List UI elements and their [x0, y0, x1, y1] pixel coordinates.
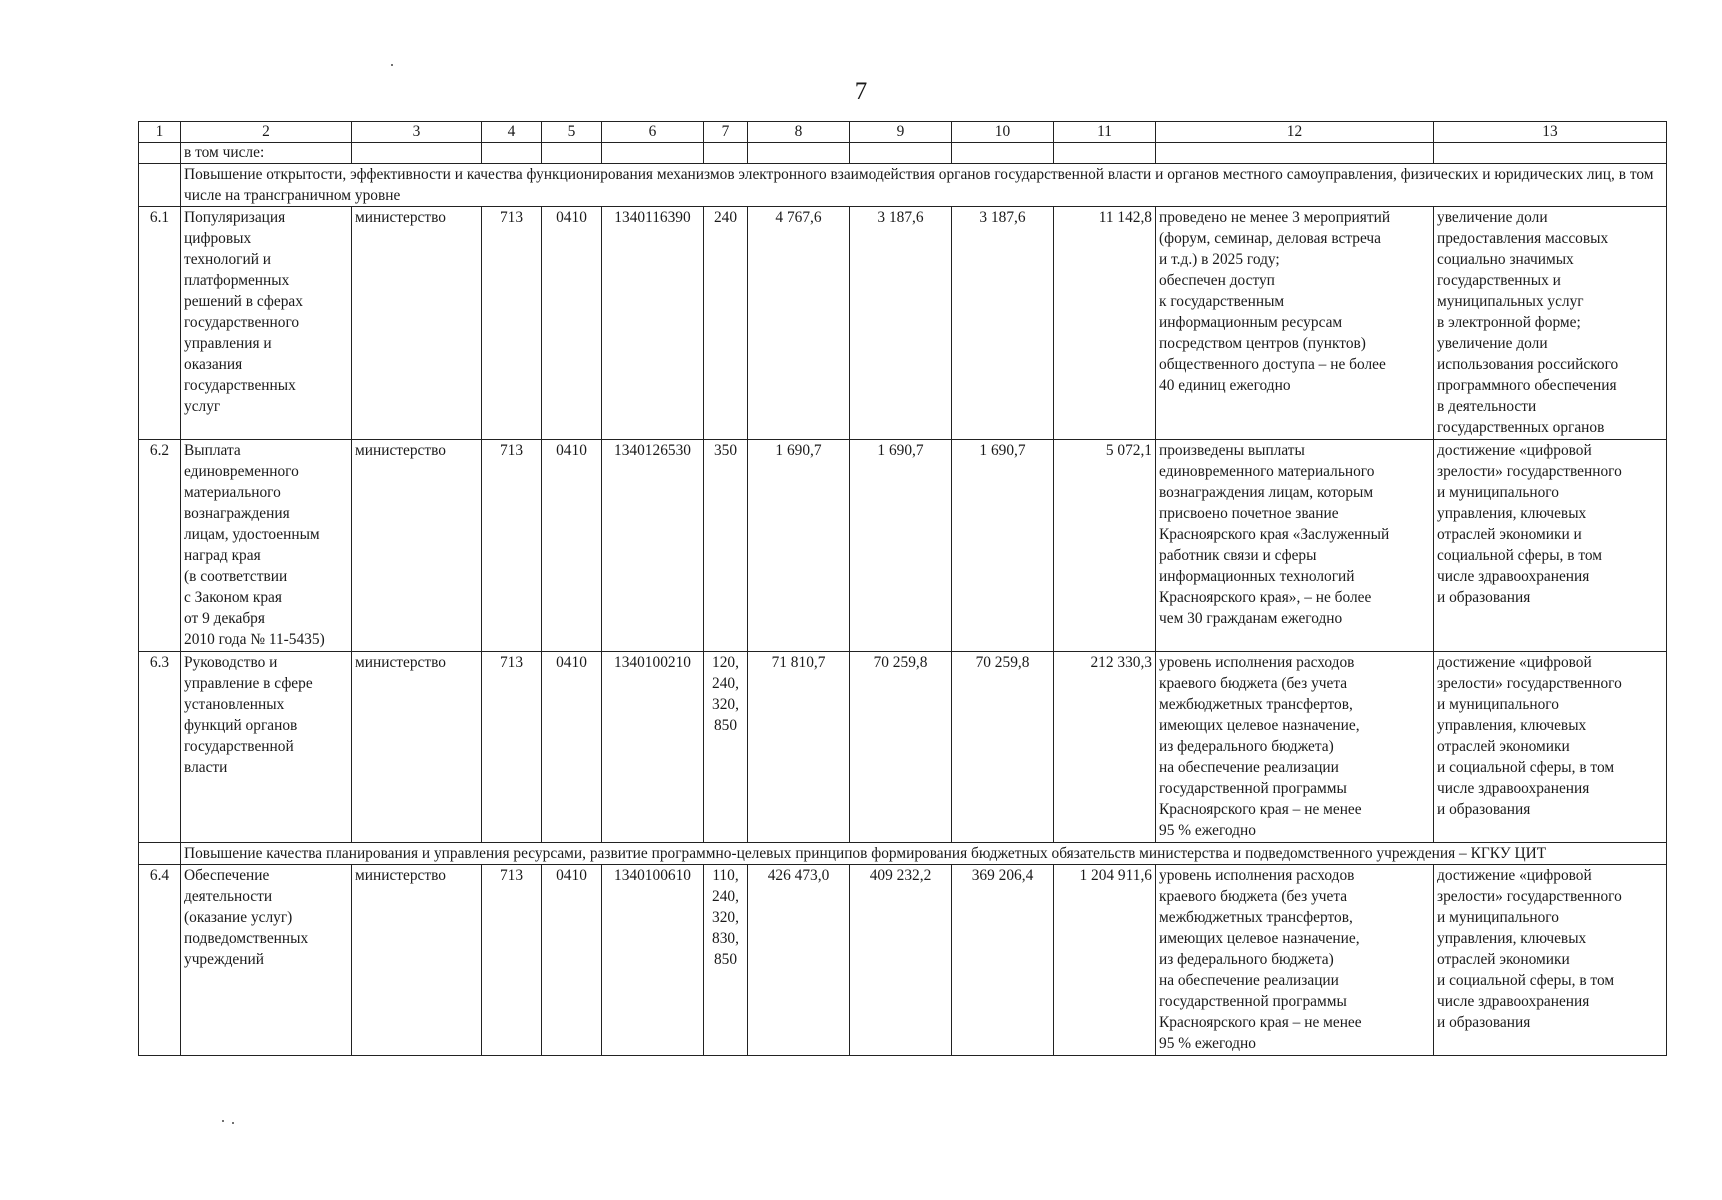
empty-cell	[542, 143, 602, 164]
amount-year3: 3 187,6	[952, 207, 1054, 440]
budget-table	[138, 121, 1667, 1056]
amount-year2: 3 187,6	[850, 207, 952, 440]
measure-name: Популяризация цифровых технологий и платформенных решений в сферах государственного управления и оказания государственных услуг	[181, 207, 352, 440]
header-cell: 8	[748, 122, 850, 143]
amount-year3: 369 206,4	[952, 865, 1054, 1056]
expected-result: уровень исполнения расходов краевого бюджета (без учета межбюджетных трансфертов, имеющих целевое назначение, из федерального бюджета) на обеспечение реализации государственной программы Красноярского края – не менее 95 % ежегодно	[1156, 865, 1434, 1056]
header-cell: 13	[1434, 122, 1667, 143]
header-cell: 5	[542, 122, 602, 143]
amount-total: 11 142,8	[1054, 207, 1156, 440]
csr-code: 1340116390	[602, 207, 704, 440]
amount-year2: 70 259,8	[850, 652, 952, 843]
grbs-code: 713	[482, 440, 542, 652]
amount-year1: 1 690,7	[748, 440, 850, 652]
header-cell: 1	[139, 122, 181, 143]
empty-cell	[704, 143, 748, 164]
csr-code: 1340126530	[602, 440, 704, 652]
executor: министерство	[352, 440, 482, 652]
header-cell: 6	[602, 122, 704, 143]
amount-year3: 1 690,7	[952, 440, 1054, 652]
section-title: Повышение качества планирования и управления ресурсами, развитие программно-целевых принципов формирования бюджетных обязательств министерства и подведомственного учреждения – КГКУ ЦИТ	[181, 843, 1667, 865]
scan-speck	[222, 1120, 224, 1122]
measure-name: Руководство и управление в сфере установленных функций органов государственной власти	[181, 652, 352, 843]
page-number: 7	[854, 78, 868, 105]
goal-indicator: достижение «цифровой зрелости» государственного и муниципального управления, ключевых отраслей экономики и социальной сферы, в том числе здравоохранения и образования	[1434, 440, 1667, 652]
empty-cell	[952, 143, 1054, 164]
empty-cell	[1054, 143, 1156, 164]
executor: министерство	[352, 652, 482, 843]
goal-indicator: достижение «цифровой зрелости» государственного и муниципального управления, ключевых отраслей экономики и социальной сферы, в том числе здравоохранения и образования	[1434, 652, 1667, 843]
expected-result: проведено не менее 3 мероприятий (форум, семинар, деловая встреча и т.д.) в 2025 году; обеспечен доступ к государственным информационным ресурсам посредством центров (пунктов) общественного доступа – не более 40 единиц ежегодно	[1156, 207, 1434, 440]
section-title: Повышение открытости, эффективности и качества функционирования механизмов электронного взаимодействия органов государственной власти и органов местного самоуправления, физических и юридических лиц, в том числе на трансграничном уровне	[181, 164, 1667, 207]
empty-cell	[139, 843, 181, 865]
rzpr-code: 0410	[542, 865, 602, 1056]
goal-indicator: достижение «цифровой зрелости» государственного и муниципального управления, ключевых отраслей экономики и социальной сферы, в том числе здравоохранения и образования	[1434, 865, 1667, 1056]
executor: министерство	[352, 865, 482, 1056]
header-cell: 3	[352, 122, 482, 143]
empty-cell	[748, 143, 850, 164]
header-cell: 2	[181, 122, 352, 143]
csr-code: 1340100210	[602, 652, 704, 843]
table-row	[139, 652, 1667, 843]
empty-cell	[850, 143, 952, 164]
header-row	[139, 122, 1667, 143]
scan-speck	[232, 1122, 234, 1124]
header-cell: 7	[704, 122, 748, 143]
grbs-code: 713	[482, 865, 542, 1056]
section-row	[139, 843, 1667, 865]
csr-code: 1340100610	[602, 865, 704, 1056]
expected-result: уровень исполнения расходов краевого бюджета (без учета межбюджетных трансфертов, имеющих целевое назначение, из федерального бюджета) на обеспечение реализации государственной программы Красноярского края – не менее 95 % ежегодно	[1156, 652, 1434, 843]
amount-year1: 426 473,0	[748, 865, 850, 1056]
grbs-code: 713	[482, 652, 542, 843]
scan-speck	[391, 64, 393, 66]
empty-cell	[482, 143, 542, 164]
header-cell: 4	[482, 122, 542, 143]
empty-cell	[352, 143, 482, 164]
row-number: 6.1	[139, 207, 181, 440]
measure-name: Выплата единовременного материального вознаграждения лицам, удостоенным наград края (в соответствии с Законом края от 9 декабря 2010 года № 11-5435)	[181, 440, 352, 652]
amount-year2: 409 232,2	[850, 865, 952, 1056]
vr-code: 350	[704, 440, 748, 652]
row-number: 6.2	[139, 440, 181, 652]
measure-name: Обеспечение деятельности (оказание услуг) подведомственных учреждений	[181, 865, 352, 1056]
amount-year1: 71 810,7	[748, 652, 850, 843]
empty-cell	[139, 164, 181, 207]
empty-cell	[139, 143, 181, 164]
table-row	[139, 865, 1667, 1056]
table-row	[139, 440, 1667, 652]
in-total-row	[139, 143, 1667, 164]
amount-year1: 4 767,6	[748, 207, 850, 440]
amount-total: 212 330,3	[1054, 652, 1156, 843]
grbs-code: 713	[482, 207, 542, 440]
header-cell: 11	[1054, 122, 1156, 143]
amount-total: 1 204 911,6	[1054, 865, 1156, 1056]
executor: министерство	[352, 207, 482, 440]
row-number: 6.4	[139, 865, 181, 1056]
header-cell: 12	[1156, 122, 1434, 143]
header-cell: 9	[850, 122, 952, 143]
rzpr-code: 0410	[542, 440, 602, 652]
vr-code: 240	[704, 207, 748, 440]
goal-indicator: увеличение доли предоставления массовых социально значимых государственных и муниципальных услуг в электронной форме; увеличение доли использования российского программного обеспечения в деятельности государственных органов	[1434, 207, 1667, 440]
rzpr-code: 0410	[542, 207, 602, 440]
vr-code: 110, 240, 320, 830, 850	[704, 865, 748, 1056]
header-cell: 10	[952, 122, 1054, 143]
empty-cell	[1156, 143, 1434, 164]
amount-year3: 70 259,8	[952, 652, 1054, 843]
amount-year2: 1 690,7	[850, 440, 952, 652]
table-row	[139, 207, 1667, 440]
empty-cell	[1434, 143, 1667, 164]
in-total-label: в том числе:	[181, 143, 352, 164]
vr-code: 120, 240, 320, 850	[704, 652, 748, 843]
expected-result: произведены выплаты единовременного материального вознаграждения лицам, которым присвоено почетное звание Красноярского края «Заслуженный работник связи и сферы информационных технологий Красноярского края», – не более чем 30 гражданам ежегодно	[1156, 440, 1434, 652]
row-number: 6.3	[139, 652, 181, 843]
rzpr-code: 0410	[542, 652, 602, 843]
section-row	[139, 164, 1667, 207]
empty-cell	[602, 143, 704, 164]
amount-total: 5 072,1	[1054, 440, 1156, 652]
